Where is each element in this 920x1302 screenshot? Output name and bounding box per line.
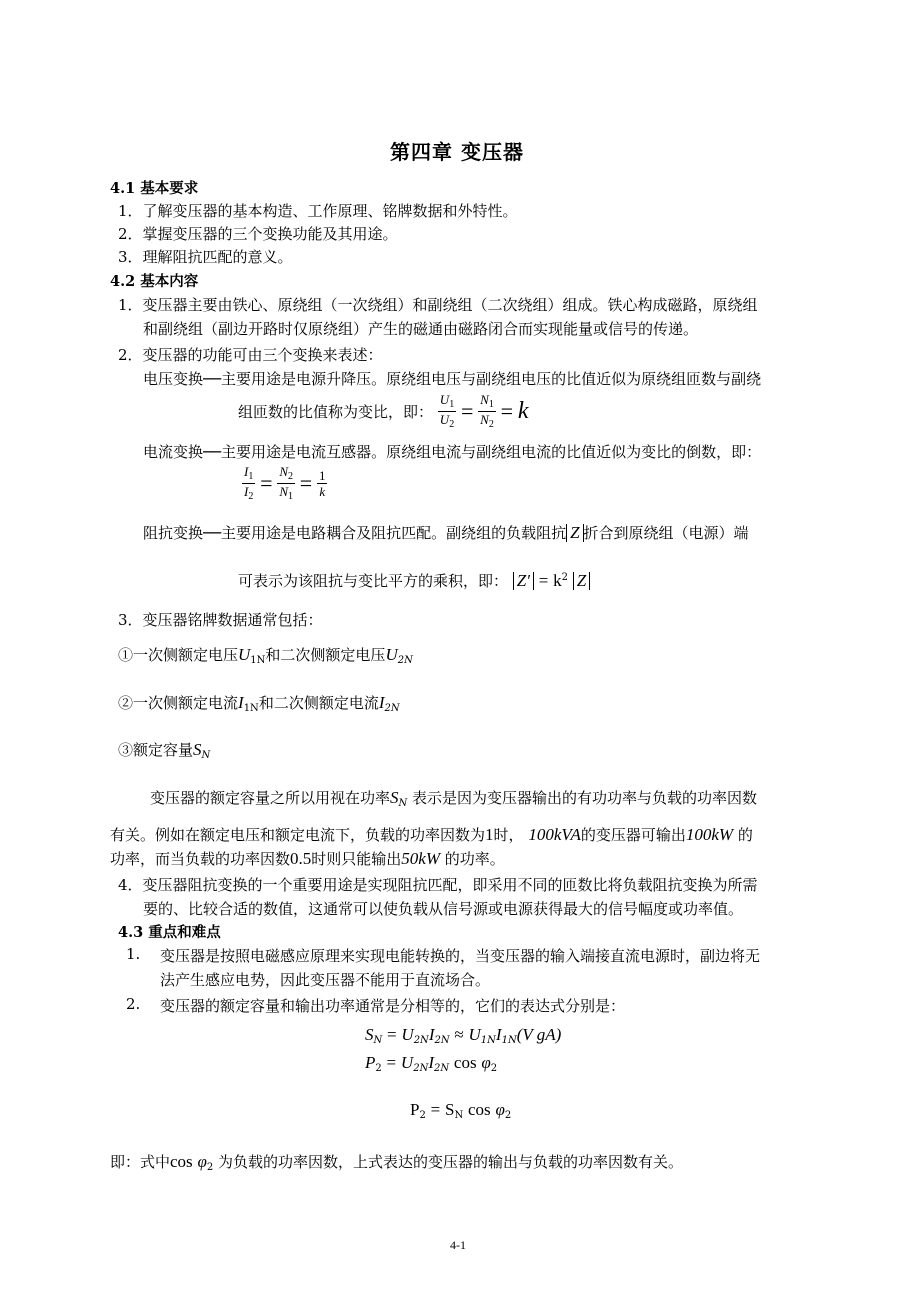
formula-p2-sn [410, 1100, 511, 1121]
math-phi: φ [481, 1053, 491, 1072]
sub: 2 [248, 491, 254, 502]
sub: 2N [397, 655, 413, 666]
sub: N [454, 1110, 464, 1121]
math-n: N [279, 484, 288, 499]
text: 的 [737, 826, 753, 844]
voltage-transform-line1: 电压变换──主要用途是电源升降压。原绕组电压与副绕组电压的比值近似为原绕组匝数与副绕 [143, 370, 762, 388]
item-text: ③额定容量 [118, 741, 194, 759]
math-p: P [410, 1100, 420, 1119]
impedance-transform-line2 [238, 570, 590, 591]
sub: 2 [449, 419, 455, 430]
paragraph-line: 2．变压器的功能可由三个变换来表述： [118, 346, 383, 364]
equals: = [460, 398, 474, 424]
math-p: P [365, 1053, 376, 1072]
math-s: S [445, 1100, 455, 1119]
sub: 1N [480, 1035, 496, 1046]
math-n: N [279, 464, 288, 479]
sub: 2N [413, 1063, 429, 1074]
denominator: k [319, 484, 326, 499]
text: 时则只能输出 [311, 850, 402, 868]
formula-sn [365, 1025, 561, 1046]
nameplate-item-current [118, 692, 400, 714]
page-title: 第四章 变压器 [390, 140, 524, 164]
equals: = [386, 1053, 397, 1072]
paragraph-line: 和副绕组（副边开路时仅原绕组）产生的磁通由磁路闭合而实现能量或信号的传递。 [143, 320, 699, 338]
math-u: U [385, 645, 398, 664]
paragraph-line [150, 787, 757, 809]
page-number: 4-1 [450, 1238, 466, 1252]
sub: 1 [449, 399, 455, 410]
current-transform-line: 电流变换──主要用途是电流互感器。原绕组电流与副绕组电流的比值近似为变比的倒数，即： [143, 443, 762, 461]
sub: N [201, 750, 211, 761]
value: 0.5 [290, 849, 312, 868]
value: 1 [485, 825, 494, 844]
sub: 2 [504, 1110, 512, 1121]
math-i: I [495, 1025, 502, 1044]
text: 为负载的功率因数，上式表达的变压器的输出与负载的功率因数有关。 [218, 1153, 684, 1171]
sub: N [398, 798, 408, 809]
unit: (V gA) [516, 1025, 562, 1044]
paragraph-line: 3．变压器铭牌数据通常包括： [118, 611, 323, 629]
sub: 2N [434, 1035, 450, 1046]
numerator: 1 [318, 468, 326, 483]
sub: 2 [419, 1110, 426, 1121]
text: 时， [493, 826, 524, 844]
paragraph-line [110, 1151, 683, 1173]
math-u: U [439, 412, 450, 427]
math-k: k [553, 571, 562, 590]
sub: 2 [375, 1063, 382, 1074]
voltage-transform-line2 [238, 393, 528, 430]
math-n: N [480, 392, 489, 407]
sub: 1 [488, 399, 494, 410]
paragraph-line: 变压器是按照电磁感应原理来实现电能转换的，当变压器的输入端接直流电源时，副边将无 [160, 947, 761, 965]
fraction-n2-n1 [277, 465, 295, 502]
math-u: U [401, 1025, 414, 1044]
equals: = [260, 470, 273, 496]
nameplate-item-voltage [118, 644, 413, 666]
cos: cos [468, 1100, 491, 1119]
list-item: 1．了解变压器的基本构造、工作原理、铭牌数据和外特性。 [118, 202, 518, 220]
text: 功率，而当负载的功率因数 [110, 850, 291, 868]
equals: = [538, 571, 549, 590]
equals: = [299, 470, 313, 496]
list-item: 2．掌握变压器的三个变换功能及其用途。 [118, 225, 398, 243]
math-n: N [480, 412, 489, 427]
sub: 2 [206, 1162, 214, 1173]
math-s: S [193, 740, 202, 759]
sub: 1N [501, 1035, 517, 1046]
math-phi: φ [495, 1100, 505, 1119]
paragraph-line: 法产生感应电势，因此变压器不能用于直流场合。 [160, 971, 491, 989]
math-i: I [244, 464, 249, 479]
sub: N [373, 1035, 383, 1046]
math-i: I [428, 1025, 435, 1044]
superscript: 2 [561, 572, 569, 583]
formula-p2 [365, 1053, 497, 1074]
math-i: I [378, 693, 385, 712]
impedance-text-a: 阻抗变换──主要用途是电路耦合及阻抗匹配。副绕组的负载阻抗 [143, 524, 567, 542]
paragraph-line: 要的、比较合适的数值，这通常可以使负载从信号源或电源获得最大的信号幅度或功率值。 [143, 900, 744, 918]
approx: ≈ [454, 1025, 464, 1044]
current-formula [242, 465, 327, 502]
paragraph-line [110, 848, 505, 869]
sub: 1 [288, 491, 293, 502]
equals: = [387, 1025, 397, 1044]
list-item: 3．理解阻抗匹配的意义。 [118, 248, 293, 266]
item-text: ②一次侧额定电流 [118, 694, 239, 712]
fraction-i1-i2 [242, 465, 255, 502]
paragraph-line: 1．变压器主要由铁心、原绕组（一次绕组）和副绕组（二次绕组）组成。铁心构成磁路，原绕组 [118, 296, 758, 314]
list-number: 2. [126, 995, 141, 1013]
impedance-transform-line1 [143, 522, 749, 543]
value: 50kW [401, 849, 440, 868]
text: 的功率。 [444, 850, 505, 868]
math-u: U [468, 1025, 481, 1044]
math-i: I [428, 1053, 434, 1072]
sub: 2 [490, 1063, 498, 1074]
voltage-text: 组匝数的比值称为变比，即： [238, 403, 434, 421]
text: 即：式中 [110, 1153, 171, 1171]
cos: cos [170, 1152, 193, 1171]
paragraph-line [110, 824, 753, 845]
fraction-u1-u2 [438, 393, 456, 430]
math-u: U [439, 392, 450, 407]
cos: cos [453, 1053, 477, 1072]
value: 100kVA [528, 825, 581, 844]
impedance-text: 可表示为该阻抗与变比平方的乘积，即： [238, 572, 509, 590]
section-4-3-heading: 4.3 重点和难点 [118, 924, 221, 941]
math-s: S [390, 788, 399, 807]
item-text: 和二次侧额定电流 [258, 694, 379, 712]
sub: 2 [488, 419, 494, 430]
fraction-n1-n2 [478, 393, 496, 430]
math-s: S [365, 1025, 374, 1044]
text: 的变压器可输出 [580, 826, 686, 844]
sub: 2N [384, 703, 400, 714]
math-i: I [238, 693, 244, 712]
equals: = [430, 1100, 441, 1119]
math-k: k [517, 398, 529, 424]
abs-z: Z [566, 524, 583, 542]
item-text: ①一次侧额定电压 [118, 646, 239, 664]
impedance-text-b: 折合到原绕组（电源）端 [583, 524, 749, 542]
abs-z-prime: Z′ [513, 572, 534, 590]
value: 100kW [685, 825, 734, 844]
sub: 2N [413, 1035, 429, 1046]
item-text: 和二次侧额定电压 [265, 646, 386, 664]
math-phi: φ [197, 1152, 207, 1171]
nameplate-item-capacity [118, 739, 210, 761]
sub: 2N [434, 1063, 450, 1074]
section-4-2-heading: 4.2 基本内容 [110, 273, 199, 290]
sub: 1 [248, 471, 254, 482]
math-u: U [238, 645, 251, 664]
sub: 1N [250, 655, 266, 666]
paragraph-line: 变压器的额定容量和输出功率通常是分相等的，它们的表达式分别是： [160, 997, 626, 1015]
text: 变压器的额定容量之所以用视在功率 [150, 789, 391, 807]
text: 有关。例如在额定电压和额定电流下，负载的功率因数为 [110, 826, 486, 844]
fraction-1-k [317, 469, 328, 498]
sub: 2 [288, 471, 293, 482]
math-u: U [400, 1053, 414, 1072]
sub: 1N [243, 703, 259, 714]
abs-z: Z [573, 572, 590, 590]
text: 表示是因为变压器输出的有功功率与负载的功率因数 [412, 789, 758, 807]
math-i: I [244, 484, 249, 499]
section-4-1-heading: 4.1 基本要求 [110, 180, 199, 197]
list-number: 1. [126, 945, 141, 963]
paragraph-line: 4．变压器阻抗变换的一个重要用途是实现阻抗匹配，即采用不同的匝数比将负载阻抗变换为所需 [118, 876, 758, 894]
equals: = [500, 398, 514, 424]
